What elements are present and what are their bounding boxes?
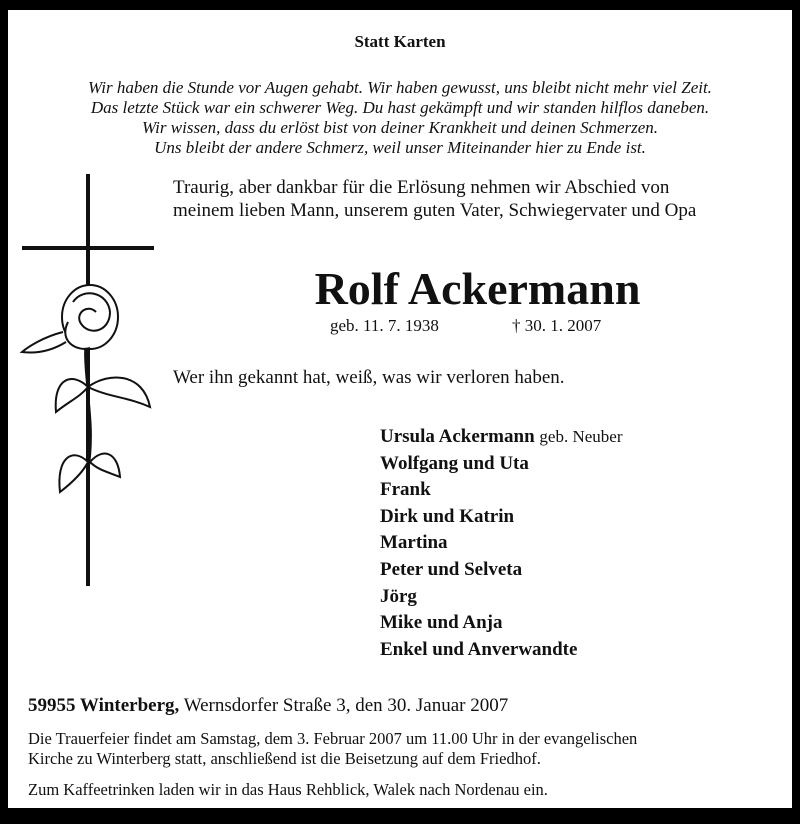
mourner-note: geb. Neuber [539,427,623,446]
service-line: Die Trauerfeier findet am Samstag, dem 3. Februar 2007 um 11.00 Uhr in der evangelischen [28,729,638,748]
address-city: 59955 Winterberg, [28,695,180,716]
deceased-name: Rolf Ackermann [314,263,641,314]
mourner: Mike und Anja [380,612,503,633]
mourner: Dirk und Katrin [380,506,515,527]
mourner: Enkel und Anverwandte [380,639,578,660]
mourner: Wolfgang und Uta [380,453,529,474]
mourner: Frank [380,479,431,500]
mourner: Jörg [380,586,417,607]
service-line: Kirche zu Winterberg statt, anschließend ist die Beisetzung auf dem Friedhof. [28,749,541,768]
mourner: Peter und Selveta [380,559,523,580]
mourner: Martina [380,532,448,553]
poem-line: Das letzte Stück war ein schwerer Weg. Du hast gekämpft und wir standen hilflos daneben. [90,98,710,117]
address [28,695,508,717]
saying: Wer ihn gekannt hat, weiß, was wir verloren haben. [173,367,565,388]
coffee-invitation: Zum Kaffeetrinken laden wir in das Haus Rehblick, Walek nach Nordenau ein. [28,780,548,799]
intro-line: meinem lieben Mann, unserem guten Vater, Schwiegervater und Opa [173,200,697,221]
cross-with-rose-icon [18,172,158,588]
header-title: Statt Karten [354,32,446,51]
intro-line: Traurig, aber dankbar für die Erlösung nehmen wir Abschied von [173,177,670,198]
poem-line: Wir haben die Stunde vor Augen gehabt. Wir haben gewusst, uns bleibt nicht mehr viel Zeit. [88,78,712,97]
mourner [380,426,622,448]
poem-line: Uns bleibt der andere Schmerz, weil unser Miteinander hier zu Ende ist. [154,138,646,157]
death-date: † 30. 1. 2007 [512,316,602,335]
address-rest: Wernsdorfer Straße 3, den 30. Januar 2007 [179,695,509,716]
mourner-name: Ursula Ackermann [380,426,535,447]
poem-line: Wir wissen, dass du erlöst bist von deiner Krankheit und deinen Schmerzen. [141,118,659,137]
birth-date: geb. 11. 7. 1938 [330,316,439,335]
